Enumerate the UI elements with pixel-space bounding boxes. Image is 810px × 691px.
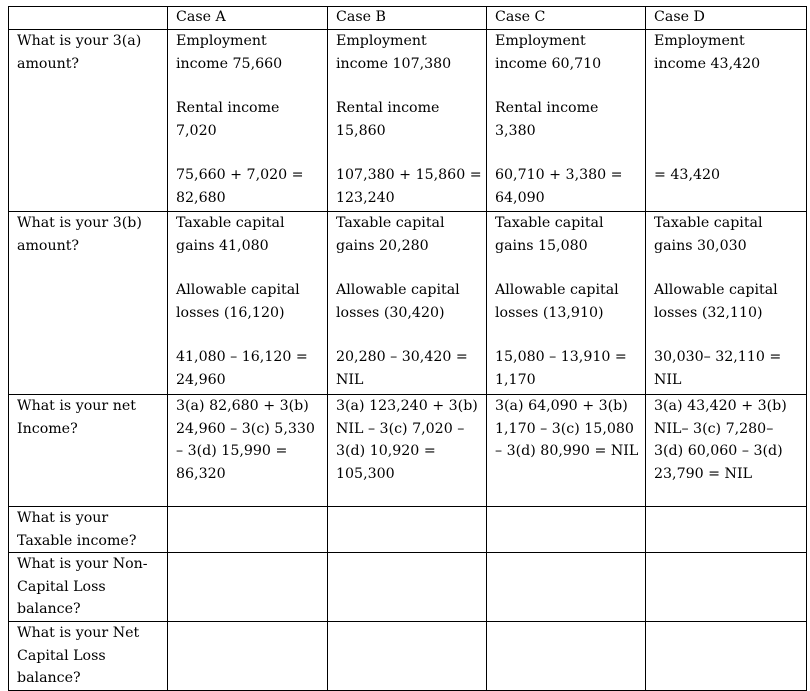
cell-netcap-case-d[interactable]	[646, 622, 807, 691]
losses-value: losses (30,420)	[336, 304, 445, 321]
header-case-b: Case B	[328, 7, 487, 30]
question-line: Taxable income?	[17, 532, 137, 549]
gains-label: Taxable capital	[495, 215, 604, 231]
cell-3a-case-a	[168, 30, 328, 212]
rental-label: Rental income	[495, 100, 599, 117]
net-line: – 3(d) 15,990 =	[176, 443, 288, 460]
cell-taxable-case-d[interactable]	[646, 507, 807, 553]
question-taxable-income	[9, 507, 168, 553]
rental-value: 15,860	[336, 122, 386, 139]
header-corner-cell	[9, 7, 168, 30]
gains-label: Taxable capital	[336, 215, 445, 231]
gains-value: gains 15,080	[495, 237, 588, 254]
cell-net-case-d	[646, 395, 807, 507]
question-net-capital-loss	[9, 622, 168, 691]
cell-3a-case-b	[328, 30, 487, 212]
employment-label: Employment	[176, 33, 267, 49]
question-line: What is your net	[17, 398, 136, 414]
employment-label: Employment	[495, 33, 586, 49]
row-net-capital-loss	[9, 622, 807, 691]
cell-net-case-b	[328, 395, 487, 507]
calc-result: 1,170	[495, 371, 536, 388]
row-non-capital-loss	[9, 553, 807, 622]
calc-line: 20,280 – 30,420 =	[336, 349, 468, 366]
net-line: 3(d) 10,920 =	[336, 443, 436, 460]
cell-netcap-case-c[interactable]	[487, 622, 646, 691]
rental-value: 3,380	[495, 122, 536, 139]
calc-line: 41,080 – 16,120 =	[176, 349, 308, 366]
question-line: What is your 3(b)	[17, 215, 142, 231]
losses-label: Allowable capital	[176, 282, 300, 299]
cell-ncl-case-c[interactable]	[487, 553, 646, 622]
net-line: 86,320	[176, 465, 226, 482]
cell-taxable-case-c[interactable]	[487, 507, 646, 553]
calc-result: 64,090	[495, 189, 545, 206]
question-3b	[9, 212, 168, 395]
rental-value: 7,020	[176, 122, 217, 139]
gains-value: gains 20,280	[336, 237, 429, 254]
net-line: 3(a) 64,090 + 3(b)	[495, 398, 628, 414]
gains-label: Taxable capital	[654, 215, 763, 231]
gains-value: gains 41,080	[176, 237, 269, 254]
question-non-capital-loss	[9, 553, 168, 622]
question-line: amount?	[17, 55, 80, 72]
calc-result: 82,680	[176, 189, 226, 206]
header-case-a: Case A	[168, 7, 328, 30]
calc-result: 123,240	[336, 189, 395, 206]
calc-result: NIL	[336, 371, 364, 388]
employment-value: income 43,420	[654, 55, 761, 72]
row-3a-amount	[9, 30, 807, 212]
net-line: NIL– 3(c) 7,280–	[654, 420, 774, 437]
row-net-income	[9, 395, 807, 507]
question-line: What is your Non-	[17, 556, 148, 573]
question-line: amount?	[17, 237, 80, 254]
question-line: Capital Loss	[17, 647, 106, 664]
net-line: 23,790 = NIL	[654, 465, 752, 482]
cell-net-case-a	[168, 395, 328, 507]
cell-taxable-case-b[interactable]	[328, 507, 487, 553]
row-taxable-income	[9, 507, 807, 553]
cell-netcap-case-b[interactable]	[328, 622, 487, 691]
net-line: NIL – 3(c) 7,020 –	[336, 420, 465, 437]
question-line: Capital Loss	[17, 578, 106, 595]
rental-value	[654, 120, 802, 143]
cell-ncl-case-a[interactable]	[168, 553, 328, 622]
row-3b-amount	[9, 212, 807, 395]
header-case-c: Case C	[487, 7, 646, 30]
question-line: What is your Net	[17, 625, 140, 642]
tax-worksheet-table	[8, 6, 807, 691]
cell-3b-case-d	[646, 212, 807, 395]
question-net-income	[9, 395, 168, 507]
header-case-d: Case D	[646, 7, 807, 30]
employment-label: Employment	[654, 33, 745, 49]
rental-label: Rental income	[336, 100, 440, 117]
cell-3a-case-c	[487, 30, 646, 212]
cell-3b-case-c	[487, 212, 646, 395]
losses-label: Allowable capital	[495, 282, 619, 299]
calc-result: 24,960	[176, 371, 226, 388]
losses-value: losses (32,110)	[654, 304, 763, 321]
losses-value: losses (13,910)	[495, 304, 604, 321]
losses-label: Allowable capital	[336, 282, 460, 299]
calc-result: NIL	[654, 371, 682, 388]
net-line: 24,960 – 3(c) 5,330	[176, 420, 315, 437]
calc-line: 75,660 + 7,020 =	[176, 167, 304, 184]
net-line: 3(a) 123,240 + 3(b)	[336, 398, 478, 414]
employment-value: income 107,380	[336, 55, 452, 72]
cell-3b-case-a	[168, 212, 328, 395]
question-line: What is your	[17, 510, 109, 526]
calc-line: 15,080 – 13,910 =	[495, 349, 627, 366]
rental-label	[654, 97, 802, 120]
cell-3b-case-b	[328, 212, 487, 395]
cell-ncl-case-d[interactable]	[646, 553, 807, 622]
gains-value: gains 30,030	[654, 237, 747, 254]
question-3a	[9, 30, 168, 212]
calc-line: = 43,420	[654, 167, 721, 184]
question-line: balance?	[17, 670, 81, 687]
cell-taxable-case-a[interactable]	[168, 507, 328, 553]
net-line: 105,300	[336, 465, 395, 482]
cell-netcap-case-a[interactable]	[168, 622, 328, 691]
net-line: 1,170 – 3(c) 15,080	[495, 420, 634, 437]
gains-label: Taxable capital	[176, 215, 285, 231]
question-line: What is your 3(a)	[17, 33, 142, 49]
net-line: 3(a) 82,680 + 3(b)	[176, 398, 309, 414]
question-line: balance?	[17, 601, 81, 618]
employment-label: Employment	[336, 33, 427, 49]
calc-line: 107,380 + 15,860 =	[336, 167, 482, 184]
net-line: – 3(d) 80,990 = NIL	[495, 443, 639, 460]
calc-line: 60,710 + 3,380 =	[495, 167, 623, 184]
cell-3a-case-d	[646, 30, 807, 212]
net-line: 3(d) 60,060 – 3(d)	[654, 443, 783, 460]
losses-value: losses (16,120)	[176, 304, 285, 321]
employment-value: income 75,660	[176, 55, 283, 72]
question-line: Income?	[17, 420, 78, 437]
net-line: 3(a) 43,420 + 3(b)	[654, 398, 787, 414]
calc-line: 30,030– 32,110 =	[654, 349, 782, 366]
rental-label: Rental income	[176, 100, 280, 117]
cell-ncl-case-b[interactable]	[328, 553, 487, 622]
header-row	[9, 7, 807, 30]
cell-net-case-c	[487, 395, 646, 507]
employment-value: income 60,710	[495, 55, 602, 72]
losses-label: Allowable capital	[654, 282, 778, 299]
